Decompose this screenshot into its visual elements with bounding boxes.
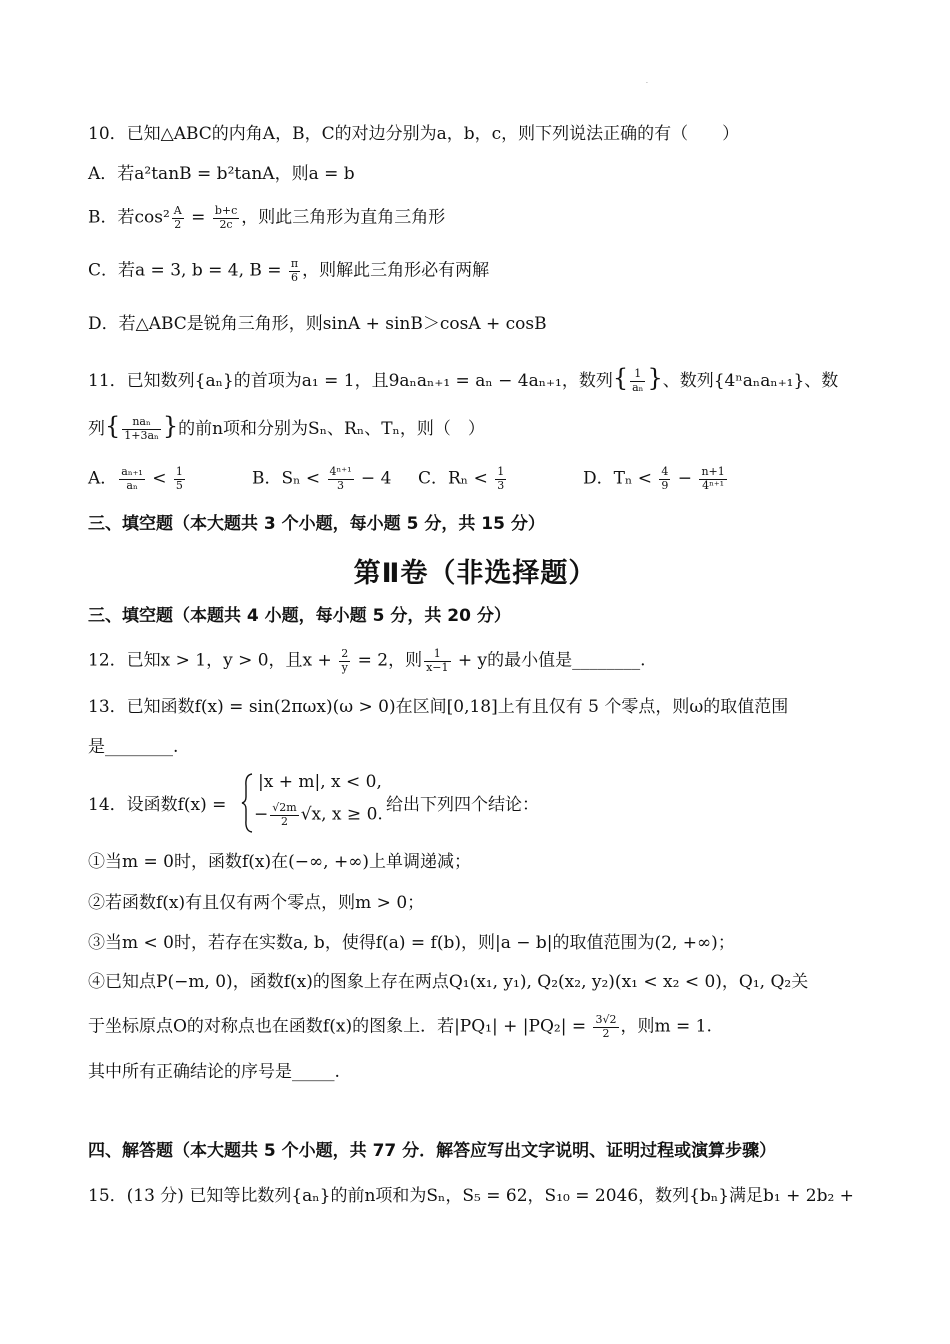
q11-option-c: C．Rₙ < $\frac{1}{3}$ bbox=[418, 465, 505, 492]
q10-stem: 10．已知△ABC的内角A，B，C的对边分别为a，b，c，则下列说法正确的有（ ） bbox=[88, 124, 740, 144]
q14-answer-prompt: 其中所有正确结论的序号是_____. bbox=[88, 1062, 340, 1082]
q14-prefix: 14．设函数f(x) = bbox=[88, 795, 227, 815]
section-fill-blank-b: 三、填空题（本题共 4 小题，每小题 5 分，共 20 分） bbox=[88, 606, 511, 626]
section-fill-blank-a: 三、填空题（本大题共 3 个小题，每小题 5 分，共 15 分） bbox=[88, 514, 545, 534]
q12: 12．已知x > 1，y > 0，且x + $\frac{2}{y}$ = 2，则 $\frac{1}{x-1}$ + y的最小值是________. bbox=[88, 647, 646, 674]
q14-brace bbox=[240, 772, 254, 834]
q11-stem-line1: 11．已知数列{aₙ}的首项为a₁ = 1，且9aₙaₙ₊₁ = aₙ − 4aₙ₊₁，数列{ $\frac{1}{\text{aₙ}}$ }、数列{4ⁿaₙaₙ₊₁}、数 bbox=[88, 364, 839, 394]
q11-option-b: B．Sₙ < $\frac{\text{4ⁿ⁺¹}}{3}$ − 4 bbox=[252, 465, 392, 492]
q14-conclusion-4b: 于坐标原点O的对称点也在函数f(x)的图象上．若|PQ₁| + |PQ₂| = $\frac{3√2}{2}$ ，则m = 1. bbox=[88, 1013, 712, 1040]
q13-line2: 是________. bbox=[88, 737, 179, 757]
q10-option-d: D．若△ABC是锐角三角形，则sinA + sinB＞cosA + cosB bbox=[88, 314, 547, 334]
q11-stem-line2: 列{ $\frac{\text{naₙ}}{\text{1+3aₙ}}$ }的前n项和分别为Sₙ、Rₙ、Tₙ，则（ ） bbox=[88, 412, 485, 442]
q14-case1: |x + m|, x < 0, bbox=[258, 772, 382, 792]
q10-option-c: C．若a = 3, b = 4, B = $\frac{\pi}{6}$ ，则解此三角形必有两解 bbox=[88, 257, 490, 284]
q11-option-d: D．Tₙ < $\frac{4}{9}$ − $\frac{n+1}{\text{4ⁿ⁺¹}}$ bbox=[583, 465, 725, 492]
q14-post: 给出下列四个结论： bbox=[386, 795, 539, 815]
q14-conclusion-1: ①当m = 0时，函数f(x)在(−∞, +∞)上单调递减； bbox=[88, 852, 472, 872]
q14-conclusion-2: ②若函数f(x)有且仅有两个零点，则m > 0； bbox=[88, 893, 425, 913]
q10-option-a: A．若a²tanB = b²tanA，则a = b bbox=[88, 164, 355, 184]
scan-dot: . bbox=[646, 78, 648, 85]
section-solutions: 四、解答题（本大题共 5 个小题，共 77 分．解答应写出文字说明、证明过程或演算步骤） bbox=[88, 1141, 777, 1161]
part2-title: 第Ⅱ卷（非选择题） bbox=[353, 558, 597, 589]
q14-conclusion-3: ③当m < 0时，若存在实数a, b，使得f(a) = f(b)，则|a − b|的取值范围为(2, +∞)； bbox=[88, 933, 735, 953]
q15: 15．(13 分) 已知等比数列{aₙ}的前n项和为Sₙ，S₅ = 62，S₁₀ = 2046，数列{bₙ}满足b₁ + 2b₂ + bbox=[88, 1186, 854, 1206]
q14-conclusion-4a: ④已知点P(−m, 0)，函数f(x)的图象上存在两点Q₁(x₁, y₁), Q₂(x₂, y₂)(x₁ < x₂ < 0)，Q₁, Q₂关 bbox=[88, 972, 809, 992]
q11-option-a: A． $\frac{\text{aₙ₊₁}}{\text{aₙ}}$ < $\frac{1}{5}$ bbox=[88, 465, 183, 492]
q13-line1: 13．已知函数f(x) = sin(2πωx)(ω > 0)在区间[0,18]上有且仅有 5 个零点，则ω的取值范围 bbox=[88, 697, 789, 717]
q14-case2: − $\frac{√2m}{2}$ √x, x ≥ 0. bbox=[254, 801, 383, 828]
q10-option-b: B．若cos² $\frac{A}{2}$ = $\frac{b+c}{2c}$ ，则此三角形为直角三角形 bbox=[88, 204, 446, 231]
